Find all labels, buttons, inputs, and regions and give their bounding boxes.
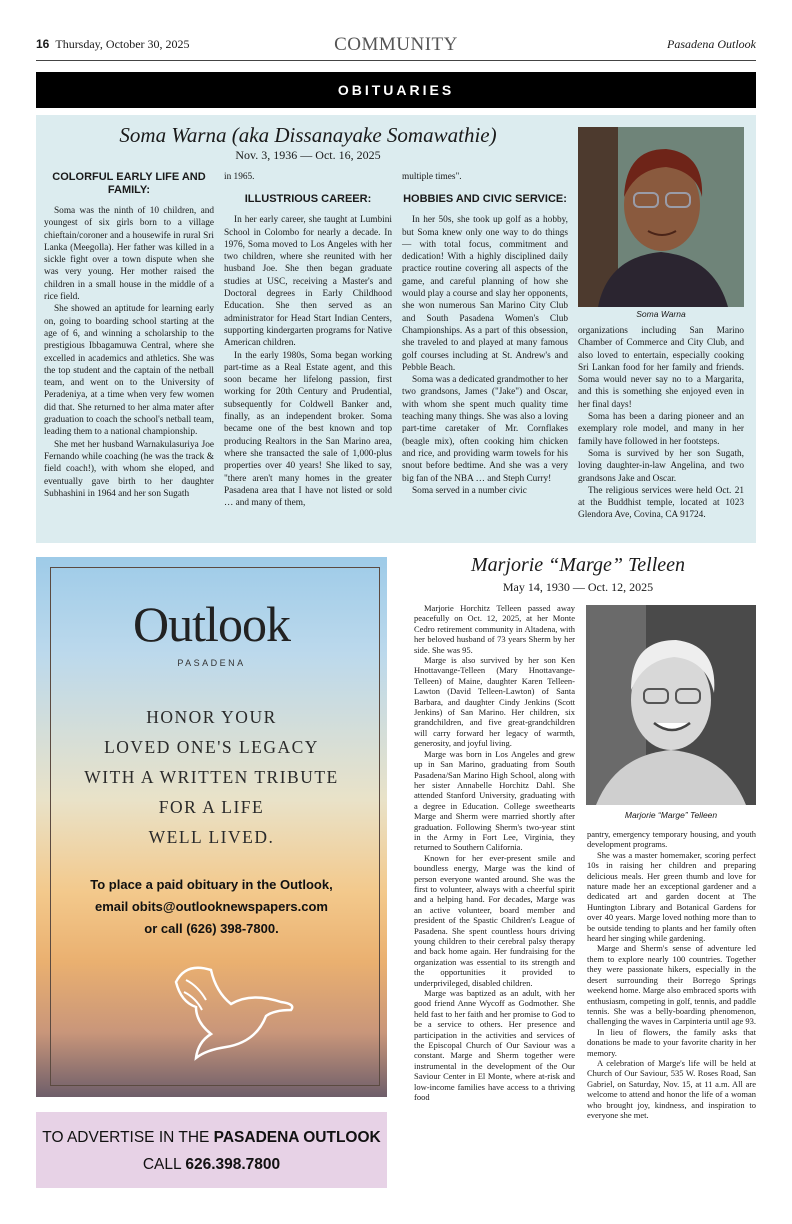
paragraph: in 1965. [224,172,255,182]
paragraph: In lieu of flowers, the family asks that donations be made to your favorite charity in her memory. [587,1026,756,1058]
advertise-box [36,1112,387,1188]
ad-tagline-line: WELL LIVED. [148,827,275,847]
advertise-publication: PASADENA OUTLOOK [213,1129,381,1146]
paragraph: Soma has been a daring pioneer and an exemplary role model, and many in her family have followed in her footsteps. [578,412,744,447]
page-number: 16 [36,37,50,51]
obituary-dates: Nov. 3, 1936 — Oct. 16, 2025 [235,148,381,162]
logo-location: PASADENA [177,658,246,668]
dove-icon [156,952,306,1062]
paragraph: Soma is survived by her son Sugath, loving daughter-in-law Angelina, and two grandsons Jake and Oscar. [578,448,744,484]
paragraph: Marge is also survived by her son Ken Hnottavange-Telleen (Mary Hnottavange-Telleen) of Maine, daughter Karen Telleen-Lawton (David Telleen-Lawton) of Santa Barbara, and daughter Cindy Jenkins (Scott Jenkins) of San Marino. Her children, six grandchildren, and five great-grandchildren will carry forward her legacy of warmth, generosity, and joyful living. [414,655,575,749]
photo-caption: Soma Warna [636,309,686,319]
obituary-column-1 [414,603,575,1103]
paragraph: pantry, emergency temporary housing, and youth development programs. [587,829,756,850]
advertise-line-1 [36,1129,387,1147]
ad-tagline-line: HONOR YOUR [146,707,277,727]
paragraph: She showed an aptitude for learning early on, going to boarding school starting at the age of 6, and winning a scholarship to the prestigious Ibbagamuwa Central, where she excelled in academics and athletics. She was the top student and the captain of the netball team, and went on to the University of Peradeniya, at a time when very few women did that. She returned to her alma mater after graduation to coach the school's netball team, leading them to a national championship. [44,304,214,438]
paragraph: She was a master homemaker, scoring perfect 10s in raising her children and preparing delicious meals. Her green thumb and love for nature made her an exceptional gardener and a dedicated art and garden docent at The Huntington Library and Botanical Gardens for over 40 years. Marge loved nothing more than to be outside tending to plants and her family often heard her singing while gardening. [587,849,756,944]
ad-tagline-line: FOR A LIFE [158,797,265,817]
paragraph: Marjorie Horchitz Telleen passed away peacefully on Oct. 12, 2025, at her Monte Cedro retirement community in Altadena, with her beloved husband of 73 years Sherm by her side. She was 95. [414,603,575,655]
paragraph: organizations including San Marino Chamber of Commerce and City Club, and also loved to entertain, especially cooking Sri Lankan food for her family and friends. Soma would never say no to a Margarita, and this is something she enjoyed even in her final days! [578,326,744,410]
section-heading: COLORFUL EARLY LIFE AND FAMILY: [52,171,206,196]
obituary-column-2 [224,171,392,509]
obituary-column-3 [402,171,568,497]
paragraph: Soma was a dedicated grandmother to her two grandsons, James ("Jake") and Oscar, with whom she spent much quality time teaching many things. She was also a loving part-time caretaker of Mr. Cornflakes (beagle mix), often cooking him chicken and rice, and providing warm towels for his snout before bedtime. And she was a very big fan of the NBA … and Steph Curry! [402,375,568,484]
paragraph: In her early career, she taught at Lumbini School in Colombo for nearly a decade. In 1976, Soma moved to Los Angeles with her two children, where she reunited with her husband Joe. She then began graduate studies at USC, receiving a Master's and Doctoral degrees in Early Childhood Education. She then served as an administrator for Head Start Indian Centers, supporting kindergarten programs for Native American children. [224,215,392,349]
marge-portrait-photo [586,605,756,805]
paragraph: A celebration of Marge's life will be held at Church of Our Saviour, 535 W. Roses Road, San Gabriel, on Saturday, Nov. 15, at 11 a.m. All are welcome to attend and honor the life of a woman who brought joy, kindness, and inspiration to everyone she met. [587,1057,756,1120]
section-heading: ILLUSTRIOUS CAREER: [244,193,372,206]
photo-caption: Marjorie “Marge” Telleen [624,810,718,820]
ad-tagline-line: WITH A WRITTEN TRIBUTE [84,767,339,787]
publication-name: Pasadena Outlook [667,37,756,51]
paragraph: Marge was baptized as an adult, with her good friend Anne Wycoff as Godmother. She held fast to her faith and her promise to God to be a service to others. Her presence and participation in the activities and services of the Episcopal Church of Our Saviour was a constant. Marge and Sherm together were instrumental in the development of the Our Saviour Center in El Monte, where at-risk and low-income families have access to a thriving food [414,988,575,1103]
obituary-name: Marjorie “Marge” Telleen [470,554,686,576]
paragraph: In her 50s, she took up golf as a hobby, but Soma knew only one way to do things — with total focus, commitment and dedication! With a highly disciplined daily practice routine covering all aspects of the game, and careful planning of how she would play a course and slay her opponents, she won numerous San Marino City Club and South Pasadena Women's Club Championships. As a part of this obsession, she traveled to and played at many famous golf courses including at St. Andrew's and Pebble Beach. [402,215,568,373]
paragraph: Soma served in a number civic [412,485,527,496]
paragraph: She met her husband Warnakulasuriya Joe Fernando while coaching (he was the track & field coach!), with whom she eloped, and eventually gave birth to her daughter Subhashini in 1964 and her son Sugath [44,439,214,499]
paragraph: Marge was born in Los Angeles and grew up in San Marino, graduating from South Pasadena/San Marino High School, along with her sister Annabelle Horchitz Dahl. She attended Stanford University, graduating with a degree in Education. College sweethearts Marge and Sherm were married shortly after graduation. Following Sherm's two-year stint in the Army in Fort Lee, Virginia, they returned to Southern California. [414,748,575,853]
obituary-dates: May 14, 1930 — Oct. 12, 2025 [502,580,654,594]
paragraph: In the early 1980s, Soma began working part-time as a Real Estate agent, and this soon became her lifelong passion, first working for 20th Century and Prudential, subsequently for Coldwell Banker and, finally, as an independent broker. Soma became one of the best known and top producing Realtors in the San Marino area, where she transacted the sale of 1,000-plus properties over 40 years! She liked to say, "there aren't many homes in the greater Pasadena area that I have not listed or sold … and many of them, [224,350,392,509]
page-header [36,34,756,61]
advertise-line-2 [36,1156,387,1174]
ad-cta-line: To place a paid obituary in the Outlook, [90,877,333,892]
obituary-column-2 [587,829,756,1120]
paragraph: Known for her ever-present smile and boundless energy, Marge was the kind of person everyone wanted around. She was the first to volunteer, always with a cheerful spirit and a helping hand. For decades, Marge was an active volunteer, board member and president of the Spastic Children's League of Pasadena. She spent countless hours driving young children to their cerebral palsy therapy and back home again. Her fundraising for the organization was essential to its strength and the opportunities it provided to underprivileged, disabled children. [414,852,575,988]
obituaries-banner: OBITUARIES [36,72,756,108]
obituary-column-1 [44,167,214,500]
paragraph: The religious services were held Oct. 21 at the Buddhist temple, located at 1023 Glendora Ave, Covina, CA 91724. [578,485,744,521]
section-heading: HOBBIES AND CIVIC SERVICE: [403,193,567,206]
obituary-soma [36,115,756,543]
call-prefix: CALL [142,1156,186,1173]
outlook-logo: Outlook [133,596,290,652]
portrait-illustration [586,605,756,805]
ad-cta-line: or call (626) 398-7800. [144,921,279,936]
ad-tagline-line: LOVED ONE'S LEGACY [104,737,319,757]
obituary-name: Soma Warna (aka Dissanayake Somawathie) [119,123,497,147]
paragraph: multiple times". [402,172,462,182]
section-title: COMMUNITY [334,34,458,55]
portrait-illustration [578,127,744,307]
paragraph: Marge and Sherm's sense of adventure led them to explore nearly 100 countries. Together they were passionate hikers, especially in the desert surrounding their Borrego Springs weekend home. Marge also embraced sports with enthusiasm, competing in golf, tennis, and paddle tennis. She was a belly-boarding phenomenon, challenging the waves in Carpinteria until age 93. [587,943,757,1027]
advertise-phone[interactable]: 626.398.7800 [185,1156,281,1173]
ad-cta-line: email obits@outlooknewspapers.com [94,899,328,914]
soma-portrait-photo [578,127,744,307]
obituary-advertisement [36,557,387,1097]
issue-date: Thursday, October 30, 2025 [55,37,190,51]
paragraph: Soma was the ninth of 10 children, and youngest of six girls born to a village chieftain/coroner and a housewife in rural Sri Lanka (Meegolla). Her father was killed in a sickle fight over a town dispute when she was very young. Her mother raised the children in a small house in the middle of a rice field. [44,206,214,303]
obituary-column-4 [578,325,744,522]
advertise-prefix: TO ADVERTISE IN THE [42,1129,214,1146]
